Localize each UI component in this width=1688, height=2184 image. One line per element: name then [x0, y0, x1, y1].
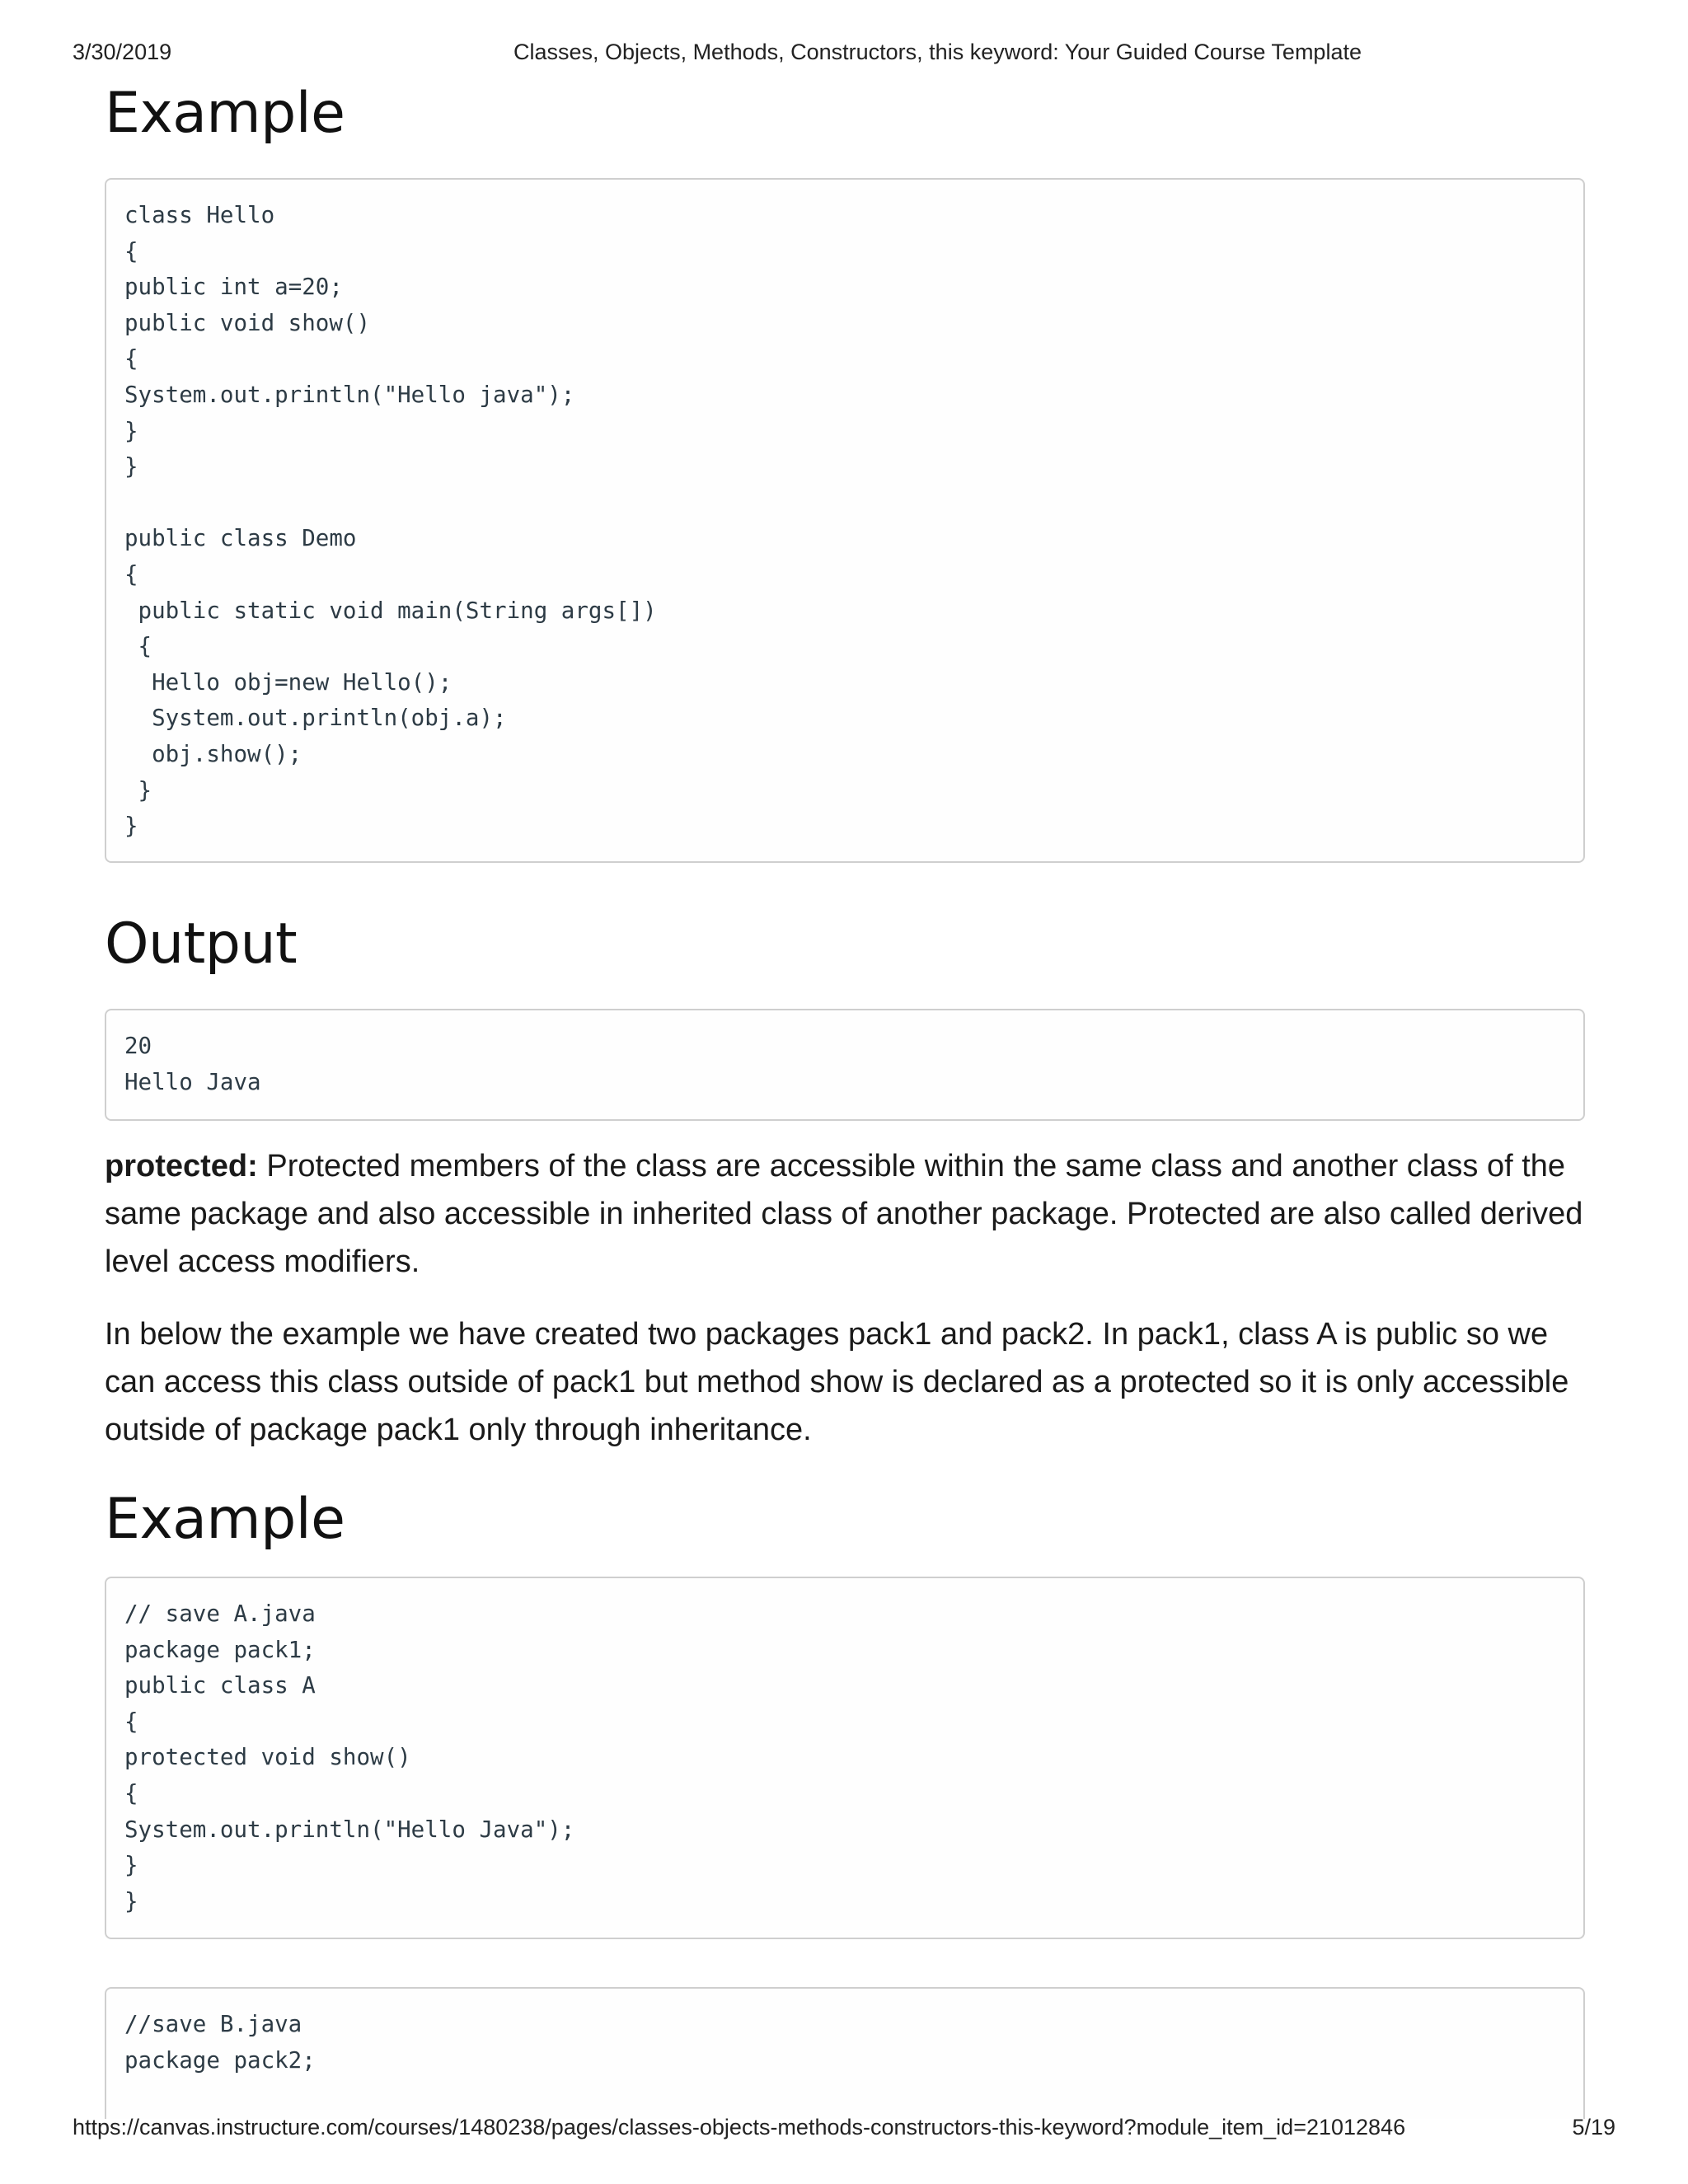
code-text: //save B.java package pack2;	[124, 2011, 316, 2074]
example-heading: Example	[105, 1487, 345, 1552]
code-text: // save A.java package pack1; public class A { protected void show() { System.out.println("Hello Java"); } }	[124, 1601, 575, 1915]
print-footer	[73, 2115, 1615, 2144]
protected-description: Protected members of the class are accessible within the same class and another class of the same package and also accessible in inherited class of another package. Protected are also called derived level access modifiers.	[105, 1149, 1583, 1279]
output-heading: Output	[105, 912, 298, 977]
packages-paragraph: In below the example we have created two packages pack1 and pack2. In pack1, class A is public so we can access this class outside of pack1 but method show is declared as a protected so it is only accessible outside of package pack1 only through inheritance.	[105, 1317, 1569, 1447]
example-heading: Example	[105, 81, 345, 146]
code-text: 20 Hello Java	[124, 1033, 261, 1095]
print-date: 3/30/2019	[73, 40, 172, 64]
page-number: 5/19	[1572, 2115, 1615, 2139]
print-page-title: Classes, Objects, Methods, Constructors, this keyword: Your Guided Course Template	[513, 40, 1362, 64]
code-block-output	[105, 1009, 1585, 1121]
protected-term: protected:	[105, 1149, 258, 1183]
code-block-b-java	[105, 1987, 1585, 2119]
code-text: class Hello { public int a=20; public void show() { System.out.println("Hello java"); } } public class Demo { public static void main(String args[]) { Hello obj=new Hello(); System.out.println(obj.a); obj.show(); } }	[124, 202, 657, 840]
print-header	[73, 40, 1615, 69]
protected-paragraph	[105, 1142, 1588, 1286]
print-url: https://canvas.instructure.com/courses/1480238/pages/classes-objects-methods-constructors-this-keyword?module_item_id=21012846	[73, 2115, 1406, 2139]
code-block-a-java	[105, 1577, 1585, 1939]
code-block-hello-demo	[105, 178, 1585, 863]
